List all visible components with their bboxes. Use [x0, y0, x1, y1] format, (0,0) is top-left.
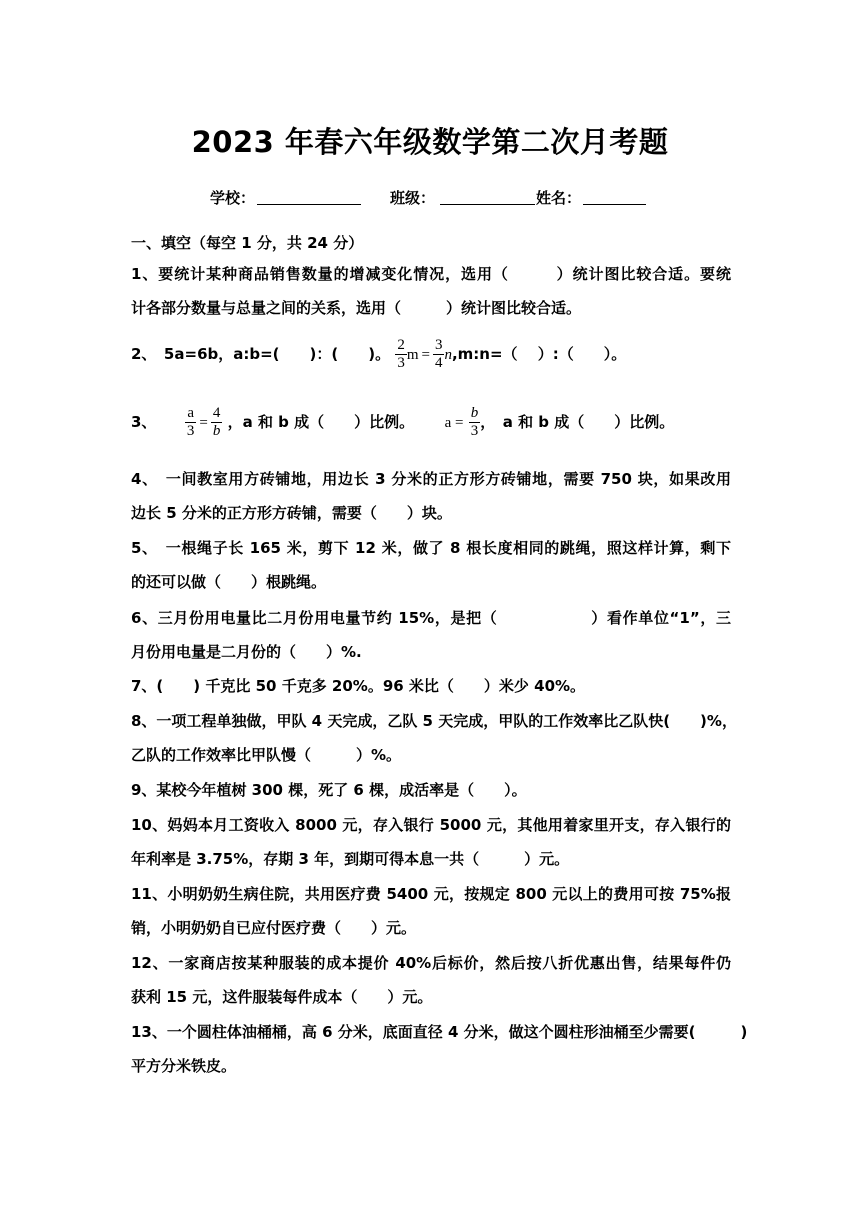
school-label: 学校：: [210, 189, 256, 207]
question-12-line-1: 12、一家商店按某种服装的成本提价 40%后标价，然后按八折优惠出售，结果每件仍: [131, 954, 731, 972]
question-5-line-2: 的还可以做（ ）根跳绳。: [131, 573, 327, 591]
fraction-denominator: b: [212, 423, 221, 439]
question-3-middle: ，a 和 b 成（ ）比例。: [227, 413, 415, 431]
name-blank: [583, 204, 646, 205]
variable-m: m: [406, 347, 419, 363]
question-2-suffix: ,m:n=（ ）:（ ）。: [451, 345, 627, 363]
page-title: 2023 年春六年级数学第二次月考题: [191, 125, 669, 159]
question-1-line-1: 1、要统计某种商品销售数量的增减变化情况，选用（ ）统计图比较合适。要统: [131, 265, 731, 283]
question-5-line-1: 5、 一根绳子长 165 米，剪下 12 米，做了 8 根长度相同的跳绳，照这样计算，剩下: [131, 539, 731, 557]
question-6-line-2: 月份用电量是二月份的（ ）%.: [131, 643, 362, 661]
question-4-line-1: 4、 一间教室用方砖铺地，用边长 3 分米的正方形方砖铺地，需要 750 块，如果改用: [131, 470, 731, 488]
question-3-suffix: ， a 和 b 成（ ）比例。: [480, 413, 675, 431]
question-2-prefix: 2、 5a=6b，a:b=( )：( )。: [131, 345, 391, 363]
question-10-line-2: 年利率是 3.75%，存期 3 年，到期可得本息一共（ ）元。: [131, 850, 570, 868]
question-3-prefix: 3、: [131, 413, 157, 431]
school-blank: [257, 204, 361, 205]
question-2: [131, 334, 626, 375]
fraction-3-4: [433, 337, 445, 372]
fraction-denominator: 3: [186, 423, 195, 439]
fraction-a-3: [185, 405, 197, 440]
equals-sign: =: [199, 415, 208, 431]
question-9: 9、某校今年植树 300 棵，死了 6 棵，成活率是（ ）。: [131, 781, 527, 799]
question-6-line-1: 6、三月份用电量比二月份用电量节约 15%，是把（ ）看作单位“1”，三: [131, 609, 731, 627]
fraction-denominator: 3: [470, 423, 479, 439]
fraction-numerator: b: [470, 405, 479, 421]
section-heading: 一、填空（每空 1 分，共 24 分）: [131, 234, 364, 252]
class-blank: [440, 204, 535, 205]
question-8-line-2: 乙队的工作效率比甲队慢（ ）%。: [131, 746, 402, 764]
fraction-numerator: 2: [397, 337, 405, 353]
fraction-denominator: 4: [434, 355, 443, 371]
question-11-line-2: 销，小明奶奶自已应付医疗费（ ）元。: [131, 919, 417, 937]
question-8-line-1: 8、一项工程单独做，甲队 4 天完成，乙队 5 天完成，甲队的工作效率比乙队快( )%，: [131, 712, 737, 730]
question-13-line-2: 平方分米铁皮。: [131, 1057, 237, 1075]
question-1-line-2: 计各部分数量与总量之间的关系，选用（ ）统计图比较合适。: [131, 299, 582, 317]
question-4-line-2: 边长 5 分米的正方形方砖铺，需要（ ）块。: [131, 504, 452, 522]
fraction-denominator: 3: [397, 355, 405, 371]
question-10-line-1: 10、妈妈本月工资收入 8000 元，存入银行 5000 元，其他用着家里开支，存入银行的: [131, 816, 731, 834]
question-7: 7、( ) 千克比 50 千克多 20%。96 米比（ ）米少 40%。: [131, 677, 586, 695]
fraction-numerator: 3: [434, 337, 443, 353]
class-label: 班级：: [390, 189, 436, 207]
fraction-numerator: a: [185, 405, 197, 423]
name-label: 姓名：: [536, 189, 582, 207]
question-3: [131, 402, 674, 443]
fraction-2-3: [395, 337, 407, 372]
variable-n: n: [444, 347, 452, 363]
fraction-b-3: [469, 405, 481, 440]
question-11-line-1: 11、小明奶奶生病住院，共用医疗费 5400 元，按规定 800 元以上的费用可按 75%报: [131, 885, 731, 903]
equals-sign: =: [421, 347, 430, 363]
variable-a-equals: a =: [444, 415, 464, 431]
fraction-numerator: 4: [212, 405, 221, 421]
question-12-line-2: 获利 15 元，这件服装每件成本（ ）元。: [131, 988, 433, 1006]
question-13-line-1: 13、一个圆柱体油桶桶，高 6 分米，底面直径 4 分米，做这个圆柱形油桶至少需要( ): [131, 1023, 748, 1041]
fraction-4-b: [211, 405, 223, 440]
student-info-row: [210, 183, 710, 213]
